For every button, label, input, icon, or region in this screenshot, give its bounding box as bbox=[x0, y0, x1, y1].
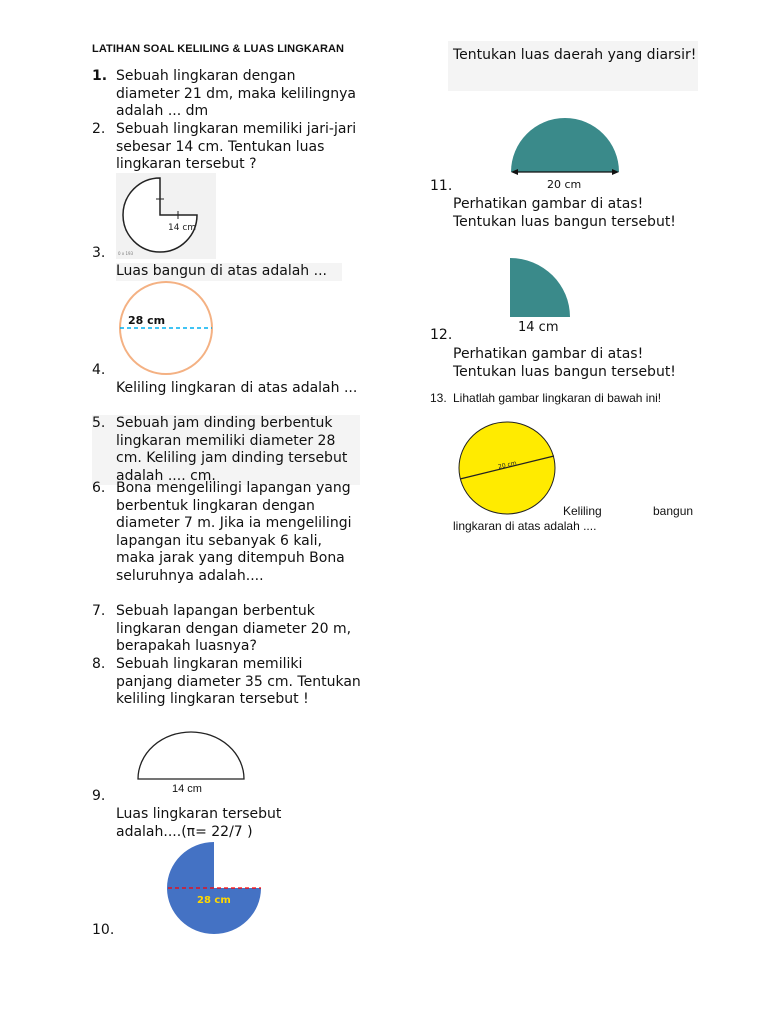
question-number: 12. bbox=[430, 327, 453, 343]
question-text: Sebuah lingkaran memiliki jari-jari sebesar 14 cm. Tentukan luas lingkaran tersebut ? bbox=[116, 121, 357, 172]
question-number: 4. bbox=[92, 362, 106, 378]
three-quarter-circle-figure bbox=[116, 173, 216, 259]
question-number: 10. bbox=[92, 922, 115, 938]
q3-figure-caption: 0 x 193 bbox=[118, 251, 134, 256]
q4-figure-label: 28 cm bbox=[128, 314, 166, 327]
question-number: 8. bbox=[92, 656, 106, 672]
q3-figure bbox=[116, 173, 216, 259]
question-number: 3. bbox=[92, 245, 106, 261]
q13-circle-figure bbox=[458, 421, 558, 517]
question-13-tail-c: lingkaran di atas adalah .... bbox=[453, 519, 597, 533]
question-number: 1. bbox=[92, 68, 108, 84]
question-10-text: Tentukan luas daerah yang diarsir! bbox=[448, 41, 698, 91]
question-number: 13. bbox=[430, 391, 447, 405]
question-5 bbox=[92, 415, 360, 485]
question-number: 6. bbox=[92, 480, 106, 496]
q9-figure-label: 14 cm bbox=[172, 783, 202, 795]
question-number: 11. bbox=[430, 178, 453, 194]
question-9-text: Luas lingkaran tersebut adalah....(π= 22/7 ) bbox=[116, 806, 282, 840]
q11-figure-label: 20 cm bbox=[547, 178, 582, 191]
question-text: Sebuah lingkaran memiliki panjang diameter 35 cm. Tentukan keliling lingkaran tersebut ! bbox=[116, 656, 361, 707]
question-number: 7. bbox=[92, 603, 106, 619]
q9-semicircle-figure bbox=[136, 730, 246, 796]
q12-quarter-circle-figure bbox=[508, 257, 578, 335]
q10-shaded-figure bbox=[166, 840, 264, 936]
question-text: Sebuah lingkaran dengan diameter 21 dm, maka kelilingnya adalah ... dm bbox=[116, 68, 356, 119]
question-3-text: Luas bangun di atas adalah ... bbox=[116, 263, 342, 281]
question-text: Sebuah lapangan berbentuk lingkaran dengan diameter 20 m, berapakah luasnya? bbox=[116, 603, 352, 654]
q3-figure-label: 14 cm bbox=[168, 223, 197, 233]
question-13-tail-a: Keliling bbox=[563, 504, 602, 518]
question-text: Sebuah jam dinding berbentuk lingkaran memiliki diameter 28 cm. Keliling jam dinding tersebut adalah .... cm. bbox=[116, 415, 348, 484]
q10-figure-label: 28 cm bbox=[197, 895, 231, 906]
q12-figure-label: 14 cm bbox=[518, 320, 559, 335]
page-title: LATIHAN SOAL KELILING & LUAS LINGKARAN bbox=[92, 43, 345, 55]
question-4-text: Keliling lingkaran di atas adalah ... bbox=[116, 380, 358, 396]
question-13-tail-b: bangun bbox=[653, 504, 694, 518]
question-number: 2. bbox=[92, 121, 106, 137]
question-text: Bona mengelilingi lapangan yang berbentuk lingkaran dengan diameter 7 m. Jika ia mengelilingi lapangan itu sebanyak 6 kali, maka jarak yang ditempuh Bona seluruhnya adalah.... bbox=[116, 480, 352, 584]
q13-figure-label: 20 cm bbox=[497, 459, 518, 471]
question-13-text: Lihatlah gambar lingkaran di bawah ini! bbox=[453, 391, 662, 405]
question-number: 9. bbox=[92, 788, 106, 804]
question-12-text: Perhatikan gambar di atas! Tentukan luas bangun tersebut! bbox=[453, 346, 676, 380]
q4-circle-figure bbox=[116, 282, 218, 376]
q11-semicircle-figure bbox=[507, 116, 623, 192]
question-11-text: Perhatikan gambar di atas! Tentukan luas bangun tersebut! bbox=[453, 196, 676, 230]
question-number: 5. bbox=[92, 415, 106, 431]
